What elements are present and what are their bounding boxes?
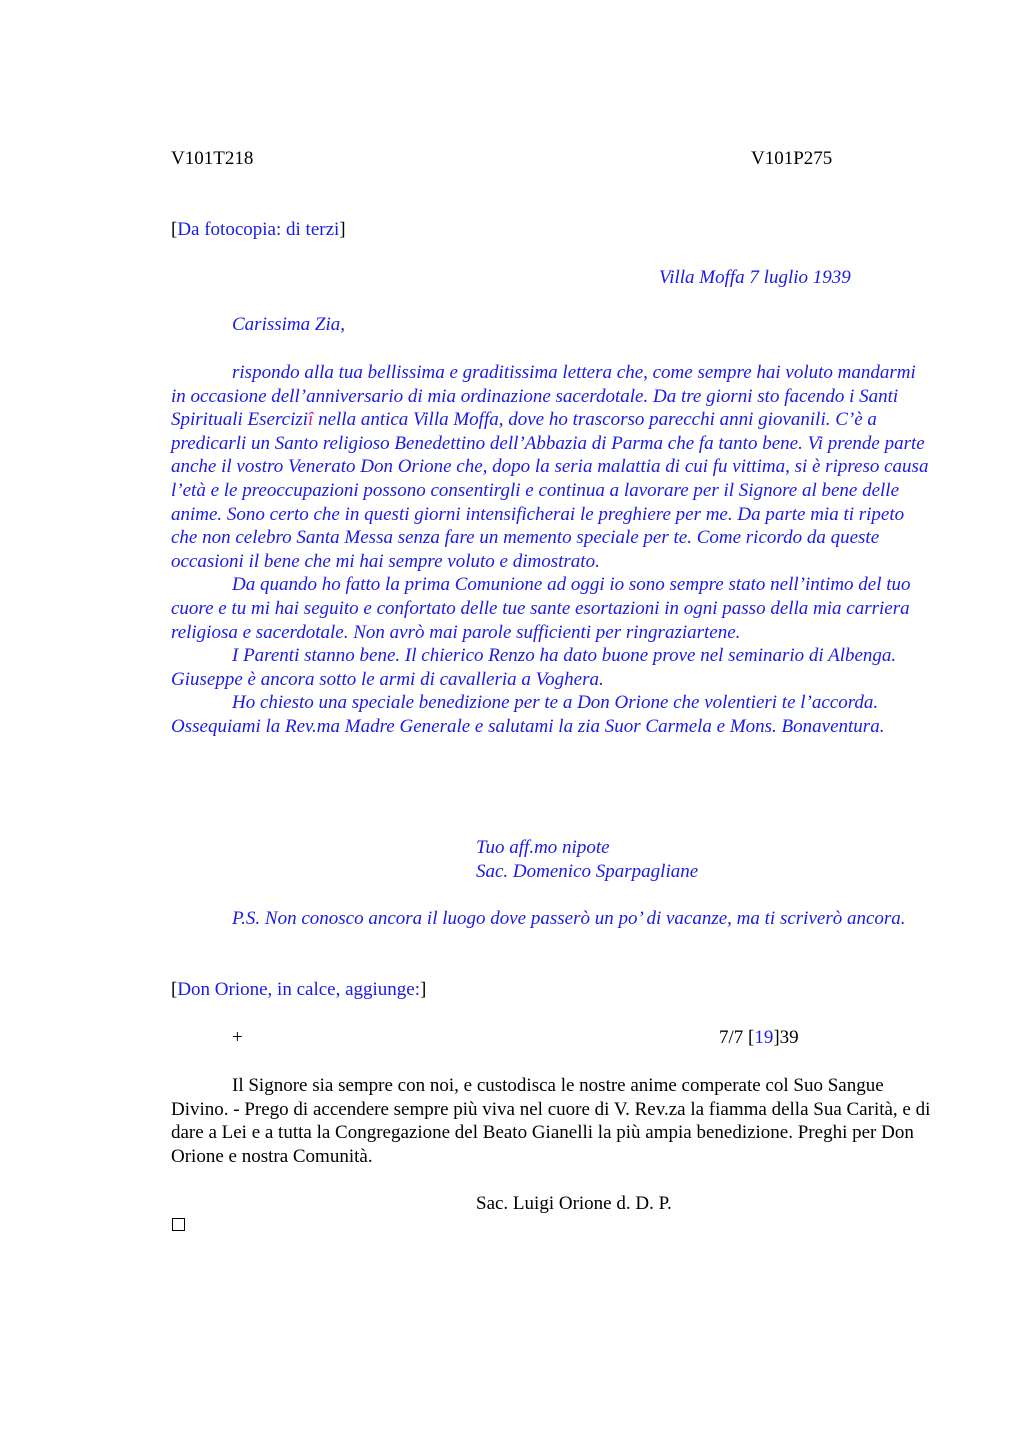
source-note-text: Da fotocopia: di terzi [177,219,340,240]
cross-symbol: + [232,1027,243,1048]
addendum-note-text: Don Orione, in calce, aggiunge: [177,979,421,1000]
source-note [171,219,346,241]
bracket-close: ] [420,979,427,1000]
letter-closing: Tuo aff.mo nipote [476,837,610,858]
end-marker-square-icon [172,1218,185,1231]
page-code-right: V101P275 [751,148,833,169]
addendum-note [171,979,426,1001]
letter-paragraph-3: I Parenti stanno bene. Il chierico Renzo ha dato buone prove nel seminario di Albenga. Giuseppe è ancora sotto le armi di cavalleria a Voghera. [171,645,897,690]
document-code-left: V101T218 [171,148,254,169]
letter-postscript-block [171,907,931,931]
letter-signature: Sac. Domenico Sparpagliane [476,861,699,882]
letter-paragraph-1: rispondo alla tua bellissima e graditissima lettera che, come sempre hai voluto mandarmi in occasione dell’anniversario di mia ordinazione sacerdotale. Da tre giorni sto facendo i Santi Spirituali Eserciziî nella antica Villa Moffa, dove ho trascorso parecchi anni giovanili. C’è a predicarli un Santo religioso Benedettino dell’Abbazia di Parma che fa tanto bene. Vi prende parte anche il vostro Venerato Don Orione che, dopo la seria malattia di cui fu vittima, si è ripreso causa l’età e le preoccupazioni possono consentirgli e continua a lavorare per il Signore al bene delle anime. Sono certo che in questi giorni intensificherai le preghiere per me. Da parte mia ti ripeto che non celebro Santa Messa senza fare un memento speciale per te. Come ricordo da queste occasioni il bene che mi hai sempre voluto e dimostrato. [171,362,929,572]
bracket-close: ] [339,219,346,240]
letter-postscript: P.S. Non conosco ancora il luogo dove passerò un po’ di vacanze, ma ti scriverò ancora. [232,908,906,929]
bracket-open: [ [171,219,178,240]
letter-body [171,361,931,739]
editorial-mark: î [308,409,314,431]
addendum-date: 7/7 [19]39 [719,1027,799,1048]
letter-place-date: Villa Moffa 7 luglio 1939 [659,267,851,288]
letter-paragraph-4: Ho chiesto una speciale benedizione per te a Don Orione che volentieri te l’accorda. Ossequiami la Rev.ma Madre Generale e salutami la zia Suor Carmela e Mons. Bonaventura. [171,692,885,737]
addendum-body-block [171,1074,931,1168]
addendum-signature: Sac. Luigi Orione d. D. P. [476,1193,672,1214]
addendum-date-insert: 19 [754,1027,774,1048]
letter-salutation: Carissima Zia, [232,314,345,335]
letter-paragraph-2: Da quando ho fatto la prima Comunione ad oggi io sono sempre stato nell’intimo del tuo cuore e tu mi hai seguito e confortato delle tue sante esortazioni in ogni passo della mia carriera religiosa e sacerdotale. Non avrò mai parole sufficienti per ringraziartene. [171,574,911,643]
bracket-open: [ [171,979,178,1000]
addendum-body: Il Signore sia sempre con noi, e custodisca le nostre anime comperate col Suo Sangue Divino. - Prego di accendere sempre più viva nel cuore di V. Rev.za la fiamma della Sua Carità, e di dare a Lei e a tutta la Congregazione del Beato Gianelli la più ampia benedizione. Preghi per Don Orione e nostra Comunità. [171,1075,931,1167]
